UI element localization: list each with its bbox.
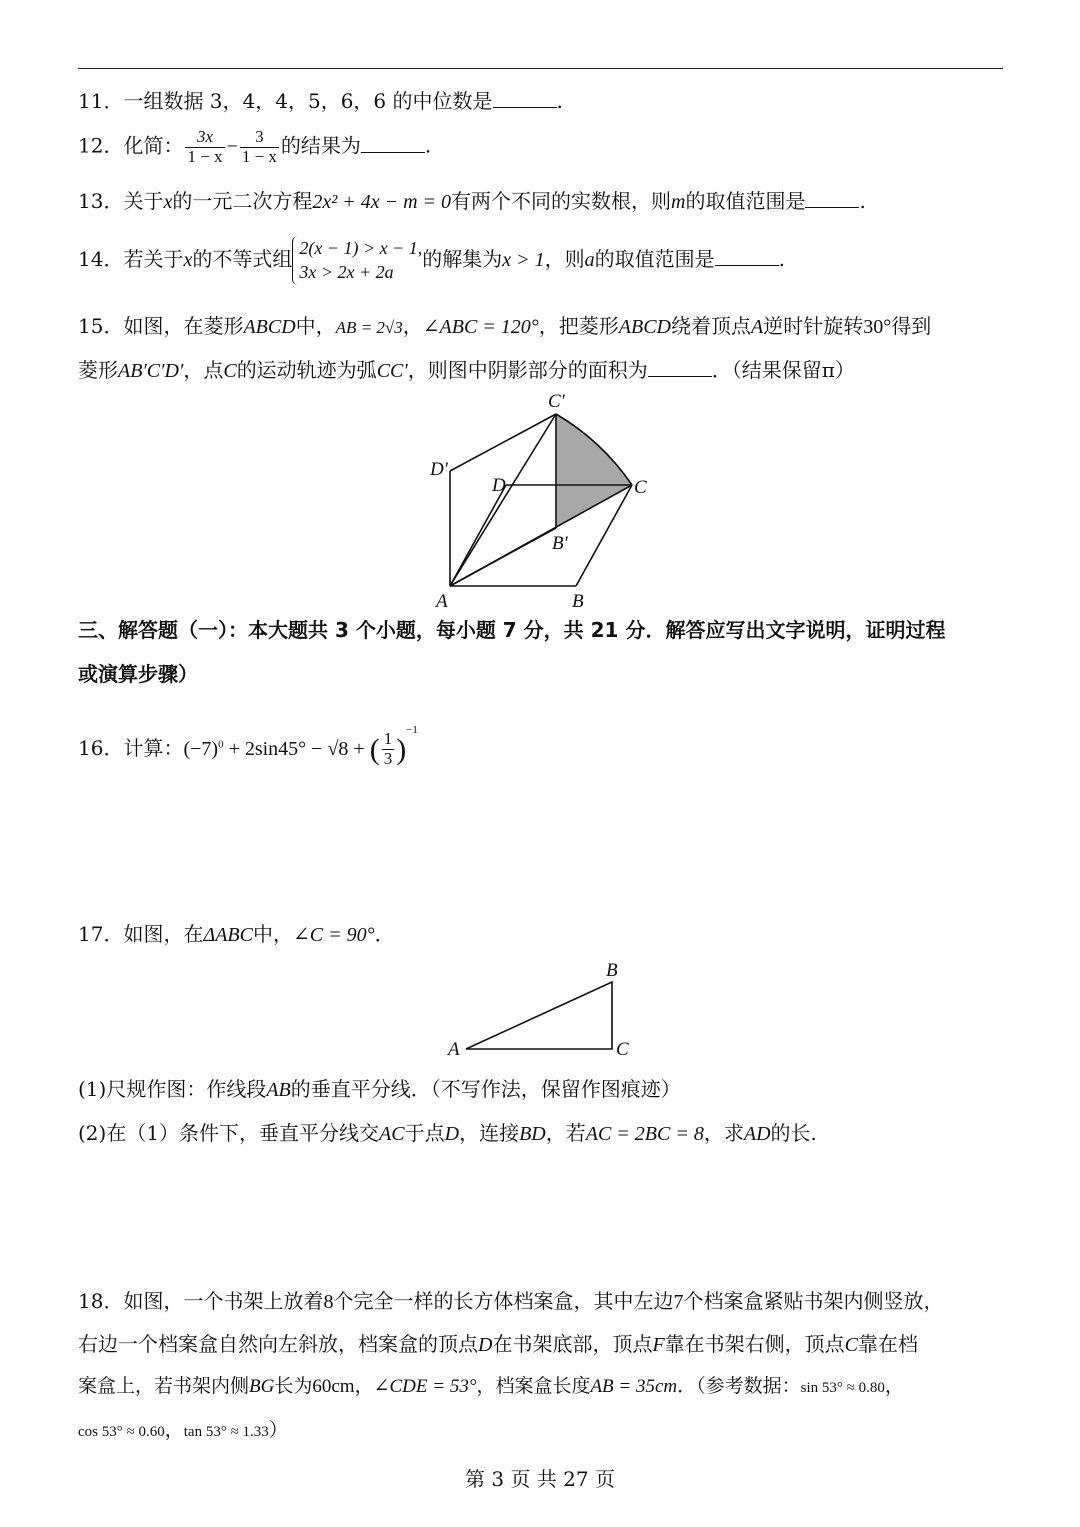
question-11: 11．一组数据 3，4，4，5，6，6 的中位数是 . [78, 89, 563, 113]
inequality-system: 2(x − 1) > x − 1, 3x > 2x + 2a [292, 236, 422, 285]
answer-blank-11[interactable] [493, 89, 557, 108]
question-18-line-4: cos 53° ≈ 0.60，tan 53° ≈ 1.33） [78, 1419, 288, 1441]
question-18-line-3: 案盒上，若书架内侧BG长为60cm，∠CDE = 53°，档案盒长度AB = 35cm．（参考数据：sin 53° ≈ 0.80， [78, 1375, 904, 1397]
answer-blank-12[interactable] [361, 134, 425, 153]
label-d-prime: D′ [430, 459, 448, 480]
label-c: C [616, 1039, 629, 1060]
question-18-line-2: 右边一个档案盒自然向左斜放，档案盒的顶点D在书架底部，顶点F靠在书架右侧，顶点C靠在档 [78, 1332, 919, 1356]
label-b: B [606, 960, 618, 981]
page-footer: 第 3 页 共 27 页 [465, 1467, 615, 1491]
fraction-one-third: $\frac{1}{3}$ [383, 729, 393, 768]
question-16: 16．计算：$(-7)^0 + 2\sin 45^\circ - √8$ + ( $\frac{1}{3}$ )$^{-1}$ [78, 724, 418, 768]
right-triangle-figure [440, 958, 640, 1063]
label-b-prime: B′ [552, 533, 568, 554]
header-rule [78, 68, 1003, 69]
label-c-prime: C′ [548, 391, 565, 412]
rhombus-figure [420, 385, 660, 615]
question-14: 14．若关于x的不等式组 2(x − 1) > x − 1, 3x > 2x + 2a 的解集为x > 1，则a的取值范围是 . [78, 236, 785, 285]
answer-blank-14[interactable] [715, 247, 779, 266]
answer-blank-13[interactable] [805, 189, 859, 208]
question-17-part-2: (2)在（1）条件下，垂直平分线交AC于点D，连接BD，若AC = 2BC = 8，求AD的长. [78, 1121, 817, 1145]
question-12: 12．化简： $\frac{3x}{1 - x}$ − $\frac{3}{1 - x}$ 的结果为 . [78, 127, 432, 166]
label-a: A [448, 1039, 460, 1060]
fraction-2: $\frac{3}{1 - x}$ [241, 127, 277, 166]
question-13: 13．关于x的一元二次方程2x² + 4x − m = 0有两个不同的实数根，则m的取值范围是 . [78, 189, 866, 213]
question-15-line-2: 菱形AB′C′D′，点C的运动轨迹为弧CC′，则图中阴影部分的面积为 ．（结果保留π） [78, 358, 855, 382]
label-d: D [492, 475, 506, 496]
label-c: C [634, 477, 647, 498]
question-17-part-1: (1)尺规作图：作线段AB的垂直平分线．（不写作法，保留作图痕迹） [78, 1077, 681, 1101]
section-heading: 三、解答题（一）：本大题共 3 个小题，每小题 7 分，共 21 分．解答应写出文字说明，证明过程 或演算步骤） [78, 618, 946, 686]
label-b: B [572, 591, 584, 612]
answer-blank-15[interactable] [648, 358, 712, 377]
shaded-region [556, 414, 632, 528]
fraction-1: $\frac{3x}{1 - x}$ [187, 127, 223, 166]
label-a: A [436, 591, 448, 612]
question-17: 17．如图，在ΔABC中，∠C = 90°． [78, 922, 395, 946]
question-18-line-1: 18．如图，一个书架上放着8个完全一样的长方体档案盒，其中左边7个档案盒紧贴书架内侧竖放， [78, 1289, 944, 1313]
question-15-line-1: 15．如图，在菱形ABCD中，AB = 2√3，∠ABC = 120°，把菱形ABCD绕着顶点A逆时针旋转30°得到 [78, 314, 932, 338]
